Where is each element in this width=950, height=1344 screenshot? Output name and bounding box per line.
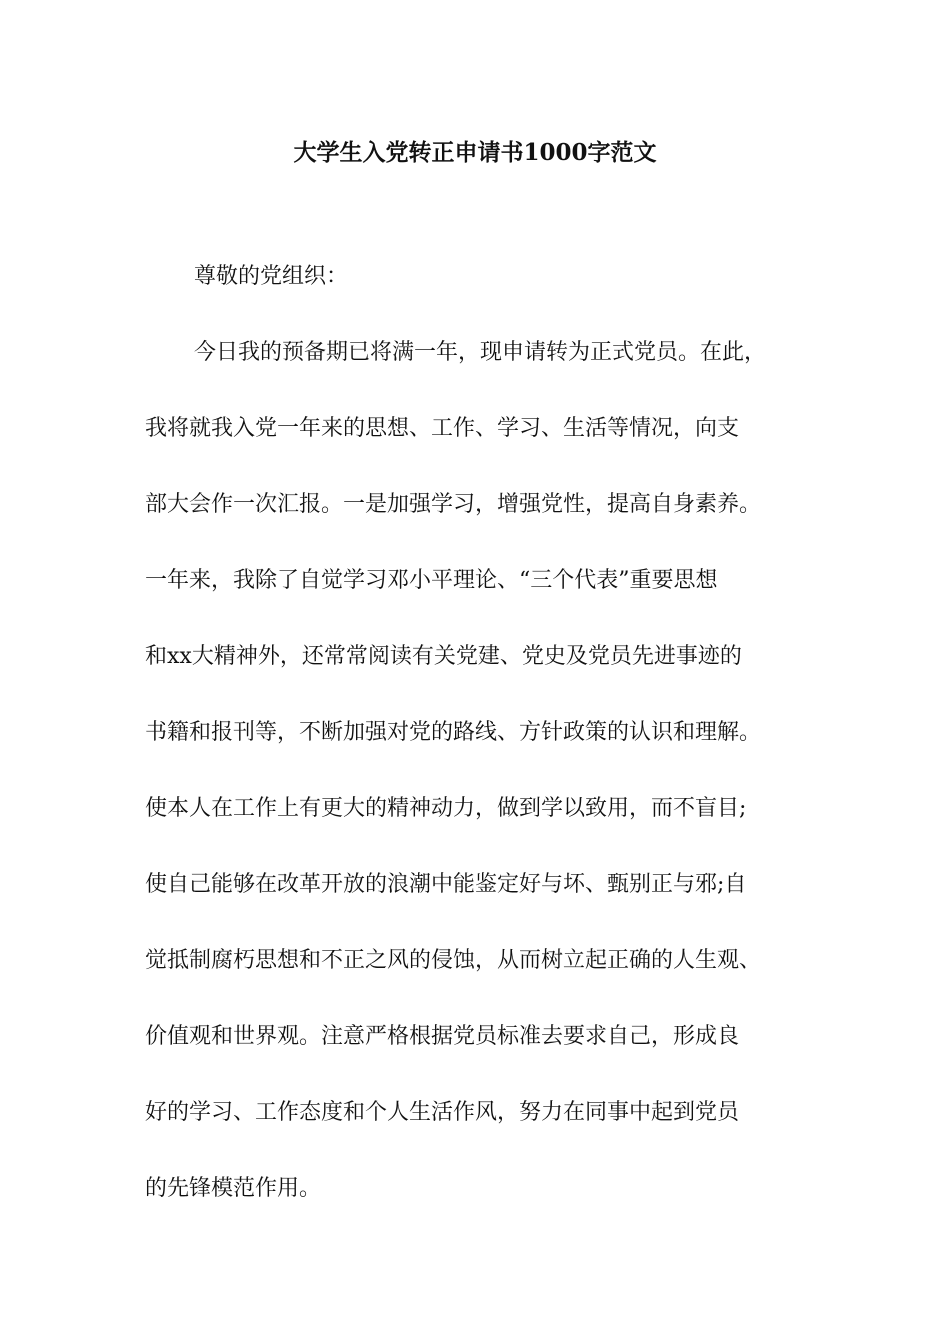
body-line: 使本人在工作上有更大的精神动力，做到学以致用，而不盲目; (145, 796, 747, 821)
salutation: 尊敬的党组织： (194, 264, 349, 289)
body-line: 的先锋模范作用。 (145, 1176, 322, 1201)
body-line: 好的学习、工作态度和个人生活作风，努力在同事中起到党员 (145, 1100, 740, 1125)
document-title: 大学生入党转正申请书1000字范文 (293, 139, 657, 166)
body-line: 价值观和世界观。注意严格根据党员标准去要求自己，形成良 (145, 1024, 740, 1049)
body-line: 和xx大精神外，还常常阅读有关党建、党史及党员先进事迹的 (145, 644, 742, 669)
body-line: 一年来，我除了自觉学习邓小平理论、“三个代表”重要思想 (145, 568, 718, 593)
body-line: 今日我的预备期已将满一年，现申请转为正式党员。在此， (194, 340, 767, 365)
body-line: 使自己能够在改革开放的浪潮中能鉴定好与坏、甄别正与邪;自 (145, 872, 747, 897)
body-line: 书籍和报刊等，不断加强对党的路线、方针政策的认识和理解。 (145, 720, 762, 745)
body-line: 我将就我入党一年来的思想、工作、学习、生活等情况，向支 (145, 416, 740, 441)
body-paragraph (145, 335, 825, 1247)
body-line: 部大会作一次汇报。一是加强学习，增强党性，提高自身素养。 (145, 492, 762, 517)
body-line: 觉抵制腐朽思想和不正之风的侵蚀，从而树立起正确的人生观、 (145, 948, 762, 973)
